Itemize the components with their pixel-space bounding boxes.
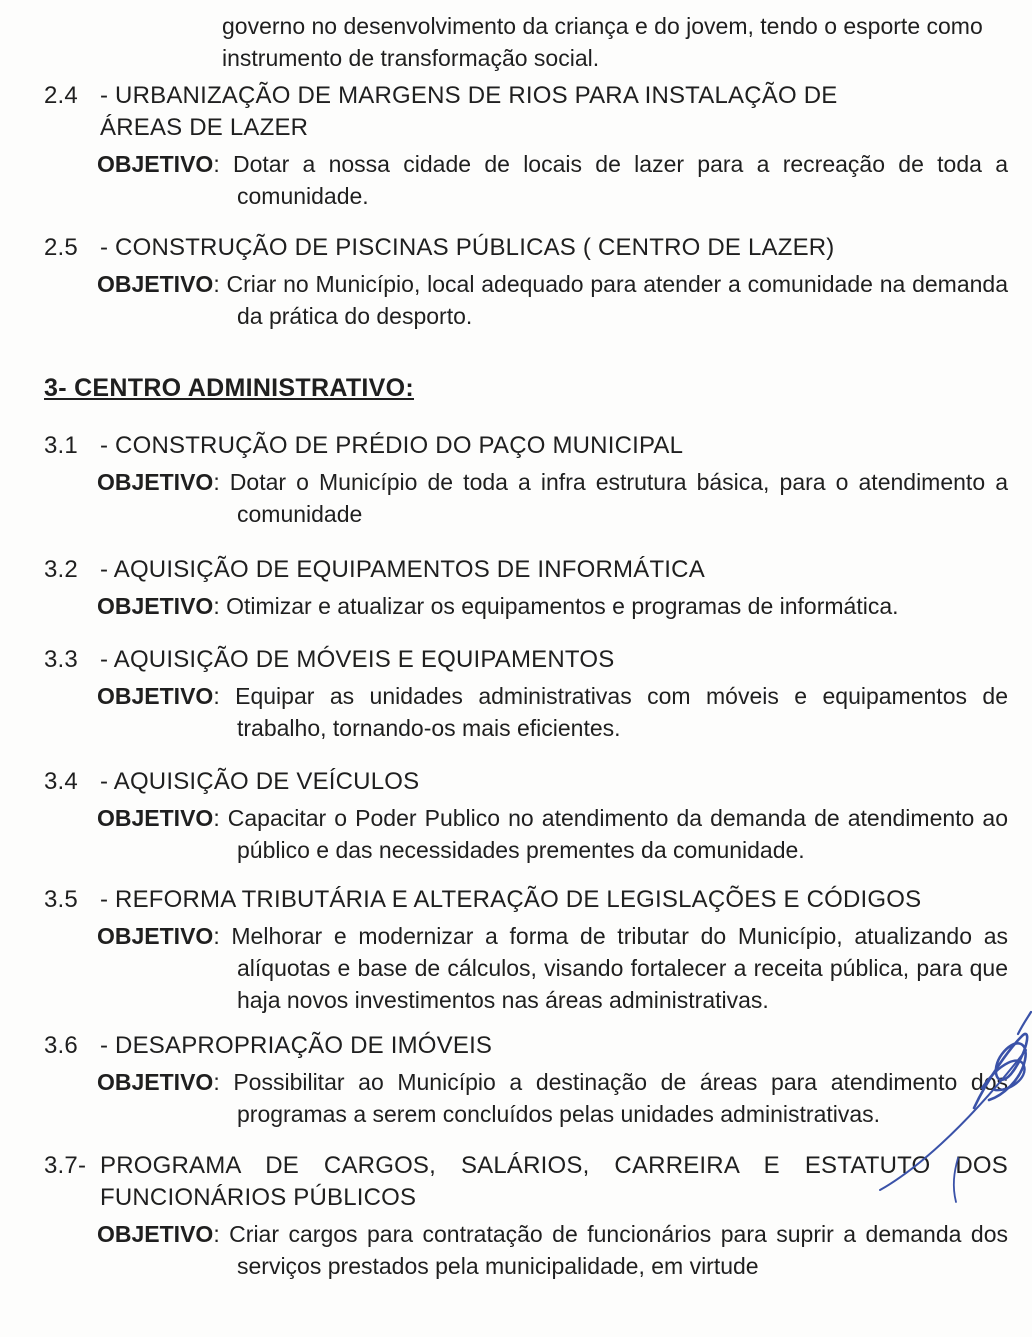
program-item-heading [44, 644, 1008, 676]
objective-label: OBJETIVO [97, 805, 214, 831]
objective-label: OBJETIVO [97, 469, 214, 495]
objective-text: : Criar cargos para contratação de funcionários para suprir a demanda dos serviços prestados pela municipalidade, em virtude [213, 1221, 1008, 1279]
program-number: 3.1 [44, 432, 78, 459]
program-item-heading [44, 554, 1008, 586]
objective-paragraph [44, 680, 1008, 744]
program-number: 3.4 [44, 768, 78, 795]
program-item-2-5 [44, 232, 1008, 332]
program-item-heading [44, 1030, 1008, 1062]
objective-paragraph [44, 590, 1008, 622]
objective-label: OBJETIVO [97, 683, 214, 709]
objective-text: : Melhorar e modernizar a forma de tributar do Município, atualizando as alíquotas e base de cálculos, visando fortalecer a receita pública, para que haja novos investimentos nas áreas administrativas. [213, 923, 1008, 1013]
objective-label: OBJETIVO [97, 923, 214, 949]
objective-label: OBJETIVO [97, 1221, 214, 1247]
program-item-3-7 [44, 1150, 1008, 1282]
program-title: - REFORMA TRIBUTÁRIA E ALTERAÇÃO DE LEGISLAÇÕES E CÓDIGOS [100, 886, 922, 913]
objective-paragraph [44, 1066, 1008, 1130]
program-title: - DESAPROPRIAÇÃO DE IMÓVEIS [100, 1032, 493, 1059]
program-number: 2.4 [44, 82, 78, 109]
objective-label: OBJETIVO [97, 1069, 214, 1095]
program-item-3-1 [44, 430, 1008, 530]
objective-text: : Dotar o Município de toda a infra estrutura básica, para o atendimento a comunidade [213, 469, 1008, 527]
program-item-heading [44, 766, 1008, 798]
program-number: 3.7- [44, 1152, 87, 1179]
program-title: - URBANIZAÇÃO DE MARGENS DE RIOS PARA INSTALAÇÃO DE ÁREAS DE LAZER [100, 82, 838, 141]
program-item-heading [44, 232, 1008, 264]
objective-paragraph [44, 920, 1008, 1016]
objective-paragraph [44, 268, 1008, 332]
objective-text: : Capacitar o Poder Publico no atendimento da demanda de atendimento ao público e das necessidades prementes da comunidade. [213, 805, 1008, 863]
objective-text: : Possibilitar ao Município a destinação de áreas para atendimento dos programas a serem concluídos pelas unidades administrativas. [213, 1069, 1008, 1127]
objective-text: : Dotar a nossa cidade de locais de lazer para a recreação de toda a comunidade. [213, 151, 1008, 209]
program-title: - CONSTRUÇÃO DE PRÉDIO DO PAÇO MUNICIPAL [100, 432, 684, 459]
program-item-3-5 [44, 884, 1008, 1016]
program-item-heading [44, 80, 1008, 144]
objective-paragraph [44, 802, 1008, 866]
section-3-heading: 3- CENTRO ADMINISTRATIVO: [44, 374, 414, 402]
program-number: 2.5 [44, 234, 78, 261]
objective-label: OBJETIVO [97, 593, 214, 619]
program-item-heading [44, 430, 1008, 462]
program-item-3-4 [44, 766, 1008, 866]
objective-paragraph [44, 466, 1008, 530]
program-title: - AQUISIÇÃO DE EQUIPAMENTOS DE INFORMÁTICA [100, 556, 705, 583]
program-item-3-6 [44, 1030, 1008, 1130]
intro-continuation-paragraph: governo no desenvolvimento da criança e do jovem, tendo o esporte como instrumento de transformação social. [222, 13, 983, 71]
objective-paragraph [44, 148, 1008, 212]
program-title: PROGRAMA DE CARGOS, SALÁRIOS, CARREIRA E ESTATUTO DOS FUNCIONÁRIOS PÚBLICOS [100, 1152, 1008, 1211]
program-title: - CONSTRUÇÃO DE PISCINAS PÚBLICAS ( CENTRO DE LAZER) [100, 234, 835, 261]
program-item-heading [44, 1150, 1008, 1214]
program-item-heading [44, 884, 1008, 916]
objective-text: : Equipar as unidades administrativas com móveis e equipamentos de trabalho, tornando-os mais eficientes. [213, 683, 1008, 741]
program-title: - AQUISIÇÃO DE MÓVEIS E EQUIPAMENTOS [100, 646, 615, 673]
objective-text: : Criar no Município, local adequado para atender a comunidade na demanda da prática do desporto. [213, 271, 1008, 329]
program-item-2-4 [44, 80, 1008, 212]
objective-label: OBJETIVO [97, 271, 214, 297]
program-item-3-3 [44, 644, 1008, 744]
program-number: 3.5 [44, 886, 78, 913]
program-title: - AQUISIÇÃO DE VEÍCULOS [100, 768, 420, 795]
program-number: 3.2 [44, 556, 78, 583]
objective-paragraph [44, 1218, 1008, 1282]
program-item-3-2 [44, 554, 1008, 622]
objective-text: : Otimizar e atualizar os equipamentos e programas de informática. [213, 593, 899, 619]
program-number: 3.6 [44, 1032, 78, 1059]
program-number: 3.3 [44, 646, 78, 673]
objective-label: OBJETIVO [97, 151, 214, 177]
